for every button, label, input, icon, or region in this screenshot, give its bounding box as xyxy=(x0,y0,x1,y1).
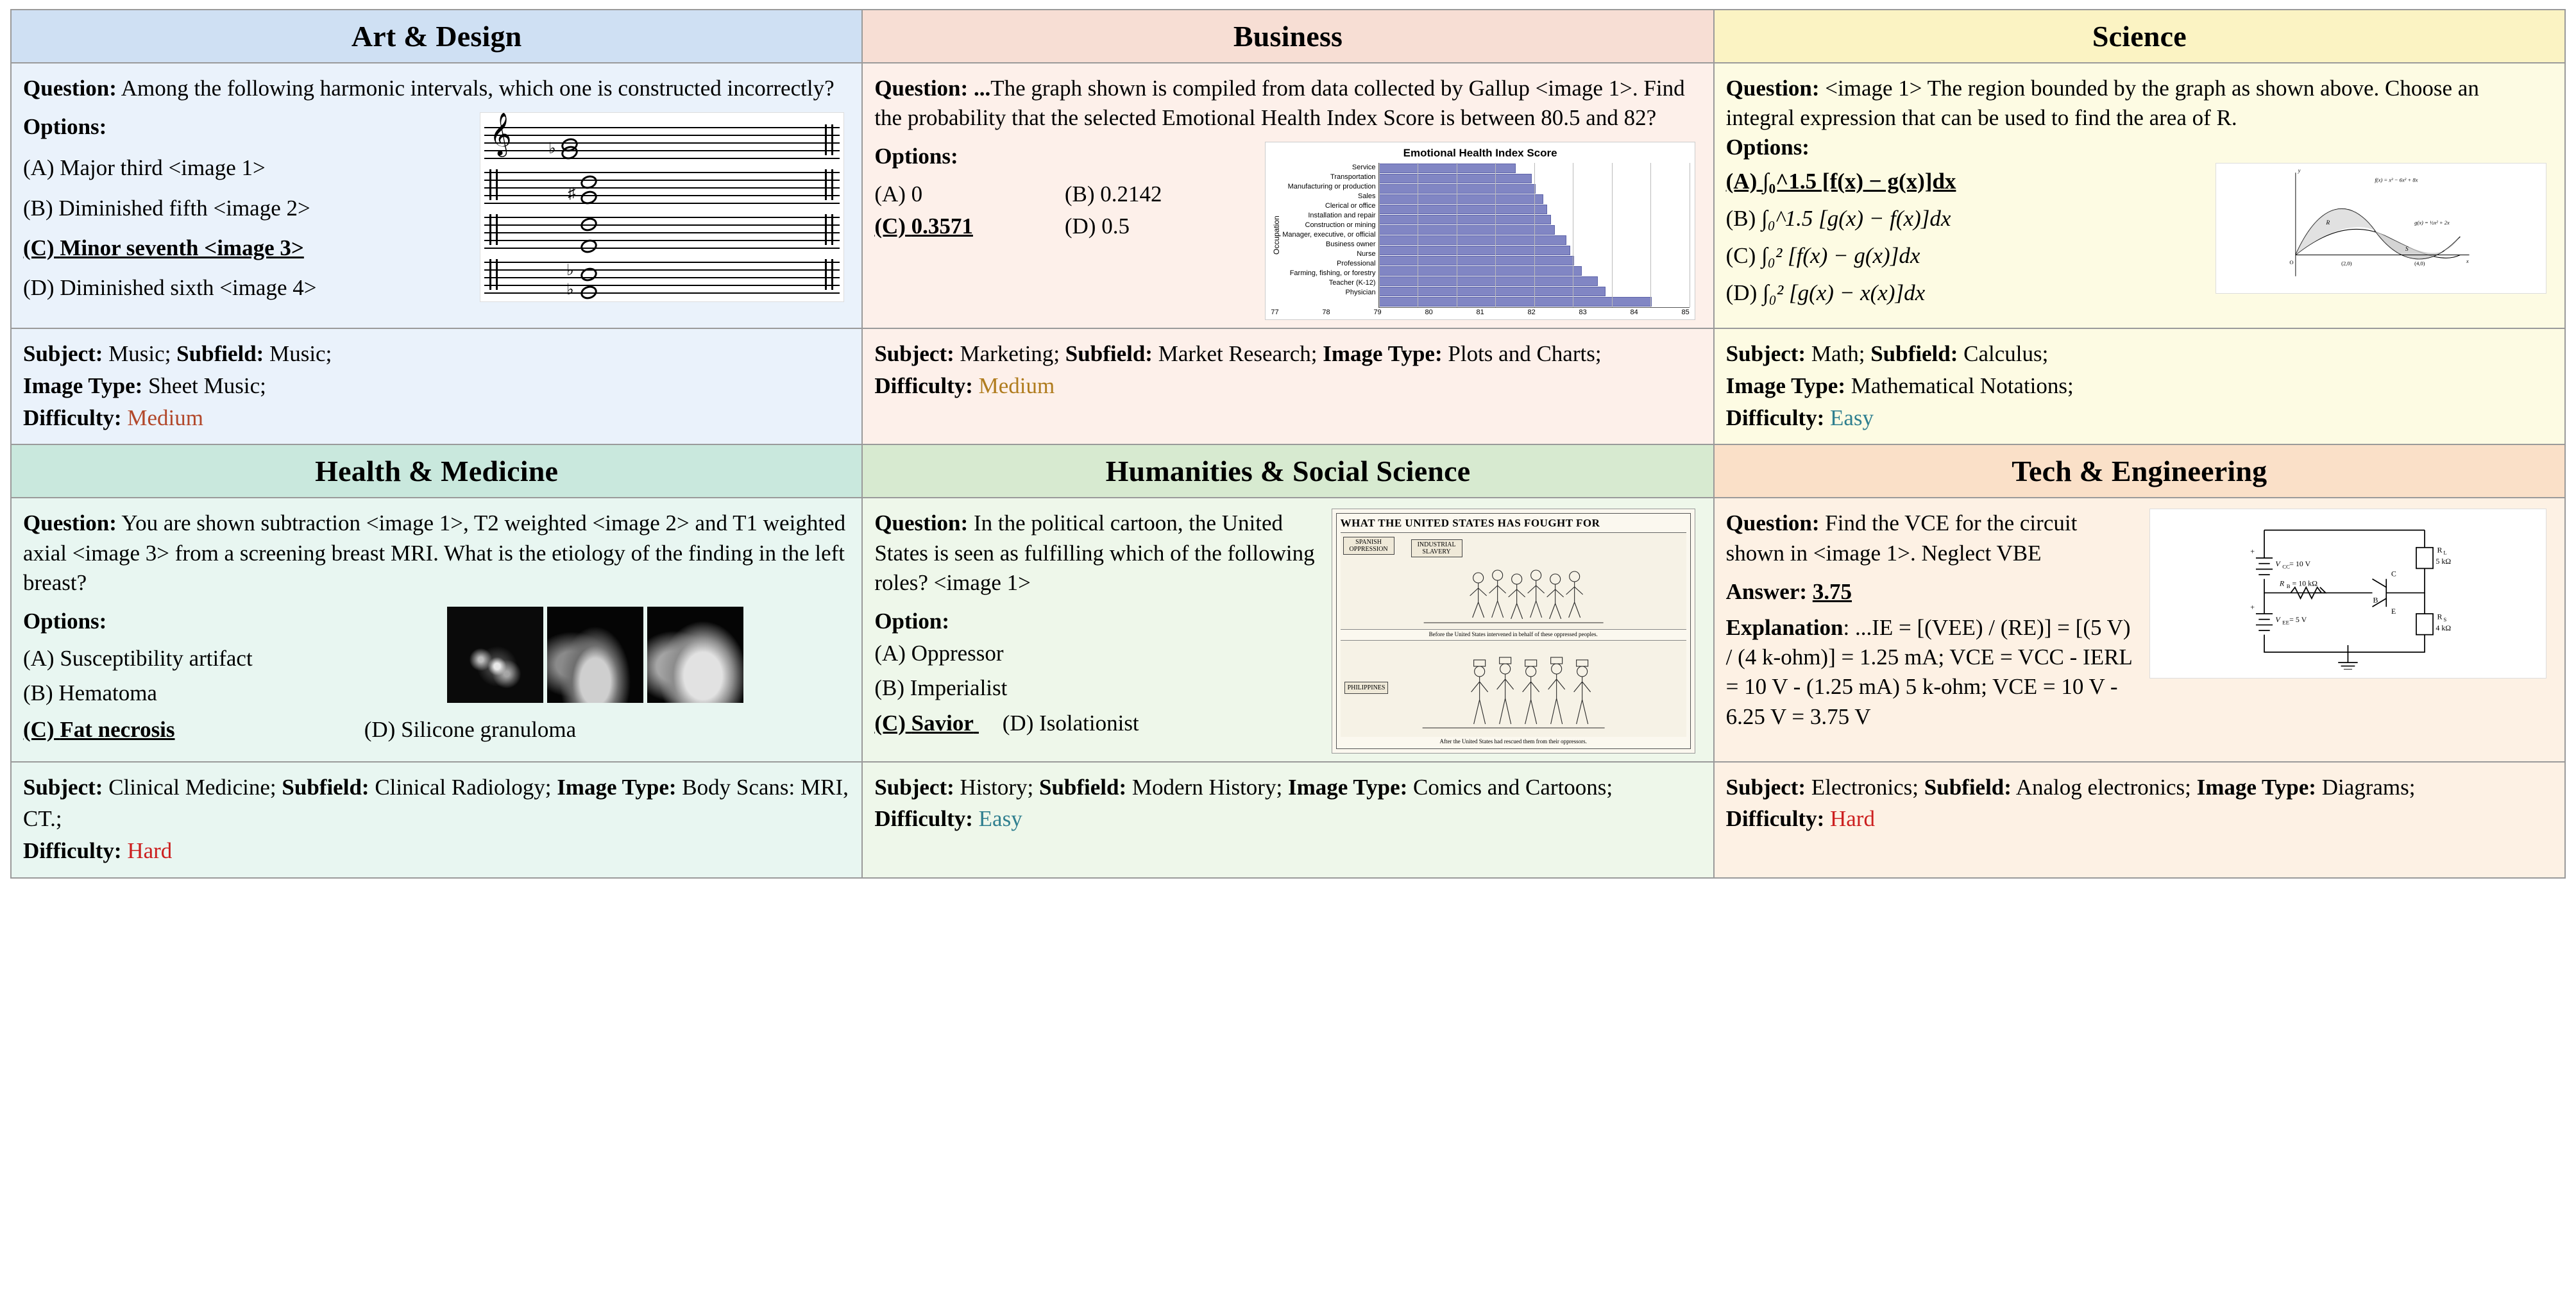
difficulty-label: Difficulty: xyxy=(1725,405,1825,430)
image-type-label: Image Type: xyxy=(557,774,677,800)
calculus-svg xyxy=(2216,164,2546,285)
option-key: (B) xyxy=(1064,181,1095,207)
option-row xyxy=(364,715,851,745)
header-cell-tech-engineering xyxy=(1714,444,2565,498)
chart-bars xyxy=(1378,163,1690,308)
option-key: (B) xyxy=(874,675,904,701)
examples-grid xyxy=(10,9,2566,879)
option-text: Silicone granuloma xyxy=(401,716,577,742)
cartoon-figures-svg-2 xyxy=(1341,641,1686,737)
option-row xyxy=(23,189,470,228)
question-ellipsis: ... xyxy=(973,76,991,101)
sheet-music-image: 𝄞 ♭ ♯ ♭ ♭ xyxy=(480,112,843,302)
difficulty-label: Difficulty: xyxy=(874,373,973,399)
svg-text:V: V xyxy=(2275,559,2281,569)
option-key: (A) xyxy=(1725,168,1758,194)
svg-text:CC: CC xyxy=(2282,563,2291,570)
svg-text:5 kΩ: 5 kΩ xyxy=(2436,557,2452,566)
option-text: Diminished fifth <image 2> xyxy=(58,195,310,221)
image-type-label: Image Type: xyxy=(2196,774,2316,800)
chart-bar xyxy=(1379,246,1571,255)
mri-images xyxy=(447,607,844,703)
subfield-label: Subfield: xyxy=(1065,341,1153,367)
question-block xyxy=(874,509,1321,598)
svg-text:L: L xyxy=(2443,550,2447,557)
option-text: 0.5 xyxy=(1101,213,1130,239)
chart-ylabel: Occupation xyxy=(1272,215,1282,255)
option-key: (A) xyxy=(874,181,906,207)
option-text: Diminished sixth <image 4> xyxy=(60,274,317,300)
subfield-value: Market Research xyxy=(1158,341,1311,367)
chart-category-label: Clerical or office xyxy=(1325,201,1376,210)
options-label: Option: xyxy=(874,608,950,634)
option-key: (D) xyxy=(1064,213,1096,239)
question-text: Among the following harmonic intervals, which one is constructed incorrectly? xyxy=(121,76,835,101)
difficulty-value: Easy xyxy=(1829,405,1874,430)
subject-label: Subject: xyxy=(23,774,103,800)
option-text: ∫₀^1.5 [f(x) − g(x)]dx xyxy=(1763,168,1956,194)
cartoon-label-0: SPANISH OPPRESSION xyxy=(1343,537,1394,555)
svg-text:S: S xyxy=(2443,616,2447,623)
option-key: (D) xyxy=(23,274,55,300)
chart-bar xyxy=(1379,184,1536,194)
subfield-value: Analog electronics xyxy=(2015,774,2185,800)
mri-image-t1 xyxy=(647,607,743,703)
question-label: Question: xyxy=(23,510,117,536)
question-label: Question: xyxy=(1725,76,1820,101)
option-key: (A) xyxy=(23,155,55,181)
question-block xyxy=(23,74,850,103)
image-type-value: Body Scans: MRI, CT.; xyxy=(23,774,849,832)
option-row-correct xyxy=(874,711,979,736)
meta-cell-humanities: Subject: History; Subfield: Modern History; Image Type: Comics and Cartoons; Difficulty: Easy xyxy=(862,762,1713,878)
body-cell-humanities xyxy=(862,498,1713,761)
card-title: Business xyxy=(1233,20,1343,53)
image-type-value: Diagrams xyxy=(2321,774,2409,800)
image-type-label: Image Type: xyxy=(1287,774,1408,800)
row-bodies-1 xyxy=(11,63,2565,328)
mri-image-subtraction xyxy=(447,607,543,703)
option-text: Hematoma xyxy=(58,680,157,706)
chart-gridline xyxy=(1495,163,1496,307)
option-row xyxy=(1065,178,1255,210)
question-label: Question: xyxy=(874,76,969,101)
options-label: Options: xyxy=(23,114,107,140)
row-headers-1 xyxy=(11,10,2565,63)
svg-text:EE: EE xyxy=(2282,619,2290,626)
option-row-correct xyxy=(1726,163,2206,200)
chart-bar xyxy=(1379,297,1652,307)
options-label: Options: xyxy=(874,144,958,169)
options-label: Options: xyxy=(23,608,107,634)
difficulty-label: Difficulty: xyxy=(1725,806,1825,832)
meta-cell-art-design: Subject: Music; Subfield: Music; Image Type: Sheet Music; Difficulty: Medium xyxy=(11,328,862,444)
chart-x-axis xyxy=(1271,308,1689,317)
svg-text:= 10 kΩ: = 10 kΩ xyxy=(2292,578,2318,588)
option-key: (C) xyxy=(874,710,906,736)
svg-text:O: O xyxy=(2289,258,2294,266)
image-type-value: Mathematical Notations xyxy=(1851,373,2068,399)
circuit-diagram-image xyxy=(2149,509,2546,678)
option-text: ∫₀² [f(x) − g(x)]dx xyxy=(1761,242,1920,268)
difficulty-value: Hard xyxy=(127,838,173,863)
subfield-label: Subfield: xyxy=(1924,774,2012,800)
option-text: Minor seventh <image 3> xyxy=(60,235,304,260)
chart-x-tick: 84 xyxy=(1630,308,1638,316)
chart-category-label: Transportation xyxy=(1330,173,1376,181)
meta-cell-health-medicine: Subject: Clinical Medicine; Subfield: Clinical Radiology; Image Type: Body Scans: MRI, CT.; Difficulty: Hard xyxy=(11,762,862,878)
question-text: <image 1> The region bounded by the graph as shown above. Choose an integral expression that can be used to find the area of R. xyxy=(1725,76,2479,131)
option-text: ∫₀^1.5 [g(x) − f(x)]dx xyxy=(1761,205,1951,231)
body-cell-business xyxy=(862,63,1713,328)
svg-text:C: C xyxy=(2391,569,2397,578)
answer-label: Answer: xyxy=(1725,578,1808,604)
chart-category-label: Construction or mining xyxy=(1305,221,1376,229)
option-text: Savior xyxy=(911,710,974,736)
chart-bar xyxy=(1379,266,1582,276)
option-text: 0.2142 xyxy=(1100,181,1162,207)
difficulty-value: Medium xyxy=(127,405,203,430)
svg-text:V: V xyxy=(2275,615,2281,625)
option-text: Major third <image 1> xyxy=(60,155,266,181)
svg-text:f(x) = x³ − 6x² + 8x: f(x) = x³ − 6x² + 8x xyxy=(2375,176,2418,183)
cartoon-label-2: PHILIPPINES xyxy=(1344,682,1389,694)
difficulty-label: Difficulty: xyxy=(23,405,122,430)
option-text: Oppressor xyxy=(911,641,1004,666)
subject-value: Electronics xyxy=(1811,774,1913,800)
chart-category-label: Business owner xyxy=(1325,240,1376,248)
chart-category-label: Manager, executive, or official xyxy=(1282,230,1376,239)
chart-bar xyxy=(1379,256,1575,266)
option-key: (C) xyxy=(1725,242,1756,268)
chart-bar xyxy=(1379,194,1543,204)
row-meta-2 xyxy=(11,762,2565,878)
question-text: You are shown subtraction <image 1>, T2 weighted <image 2> and T1 weighted axial <image 3> from a screening breast MRI. What is the etiology of the finding in the left breast? xyxy=(23,510,846,595)
subfield-label: Subfield: xyxy=(1870,341,1958,367)
svg-text:4 kΩ: 4 kΩ xyxy=(2436,623,2452,633)
option-key: (D) xyxy=(1725,280,1758,306)
row-headers-2 xyxy=(11,444,2565,498)
subject-value: History xyxy=(960,774,1028,800)
chart-category-label: Installation and repair xyxy=(1308,211,1376,219)
cartoon-caption-top: WHAT THE UNITED STATES HAS FOUGHT FOR xyxy=(1341,516,1686,532)
option-row xyxy=(1065,210,1255,242)
option-row xyxy=(1726,274,2206,312)
svg-text:y: y xyxy=(2298,166,2301,173)
card-title: Health & Medicine xyxy=(315,455,559,488)
svg-text:R: R xyxy=(2437,545,2443,555)
difficulty-value: Medium xyxy=(978,373,1055,399)
difficulty-value: Hard xyxy=(1829,806,1875,832)
chart-category-label: Teacher (K-12) xyxy=(1328,278,1376,287)
question-label: Question: xyxy=(874,510,969,536)
subfield-label: Subfield: xyxy=(1039,774,1127,800)
chart-gridline xyxy=(1612,163,1613,307)
option-text: 0 xyxy=(911,181,923,207)
option-key: (A) xyxy=(874,641,906,666)
option-row xyxy=(23,641,437,676)
card-title: Tech & Engineering xyxy=(2012,455,2267,488)
header-cell-humanities xyxy=(862,444,1713,498)
subfield-value: Clinical Radiology xyxy=(375,774,545,800)
chart-category-label: Professional xyxy=(1337,259,1376,267)
subfield-value: Music xyxy=(269,341,326,367)
question-block xyxy=(1726,509,2140,568)
cartoon-caption-bottom: After the United States had rescued them from their oppressors. xyxy=(1439,738,1587,745)
header-cell-science xyxy=(1714,10,2565,63)
chart-x-tick: 78 xyxy=(1322,308,1330,316)
option-key: (B) xyxy=(23,195,53,221)
option-row-correct xyxy=(23,715,354,745)
svg-text:+: + xyxy=(2250,546,2255,556)
option-text: Fat necrosis xyxy=(60,716,175,742)
option-text: 0.3571 xyxy=(911,213,973,239)
image-type-label: Image Type: xyxy=(1725,373,1845,399)
svg-text:R: R xyxy=(2437,612,2443,622)
question-text: In the political cartoon, the United States is seen as fulfilling which of the following roles? <image 1> xyxy=(874,510,1315,595)
question-block xyxy=(874,74,1701,133)
body-cell-health-medicine xyxy=(11,498,862,761)
option-key: (C) xyxy=(23,716,55,742)
chart-bar xyxy=(1379,215,1551,224)
difficulty-label: Difficulty: xyxy=(874,806,973,832)
option-key: (D) xyxy=(1002,710,1034,736)
chart-x-tick: 79 xyxy=(1373,308,1382,316)
image-type-value: Plots and Charts xyxy=(1448,341,1595,367)
option-key: (B) xyxy=(23,680,53,706)
svg-text:g(x) = ½x² + 2x: g(x) = ½x² + 2x xyxy=(2414,219,2450,226)
option-row xyxy=(874,178,1065,210)
option-row xyxy=(1003,711,1139,736)
svg-text:R: R xyxy=(2326,219,2330,226)
subject-value: Clinical Medicine xyxy=(108,774,270,800)
svg-text:B: B xyxy=(2373,596,2378,605)
header-cell-business xyxy=(862,10,1713,63)
header-cell-art-design xyxy=(11,10,862,63)
subfield-label: Subfield: xyxy=(176,341,264,367)
mri-image-t2 xyxy=(547,607,643,703)
chart-gridline xyxy=(1534,163,1535,307)
option-row xyxy=(23,268,470,308)
option-key: (C) xyxy=(23,235,55,260)
chart-title: Emotional Health Index Score xyxy=(1403,147,1557,160)
chart-category-label: Service xyxy=(1352,163,1376,171)
option-text: Imperialist xyxy=(910,675,1008,701)
chart-bar xyxy=(1379,287,1606,296)
question-label: Question: xyxy=(23,76,117,101)
option-row xyxy=(874,671,1321,705)
svg-text:= 10 V: = 10 V xyxy=(2289,559,2311,569)
cartoon-label-1: INDUSTRIAL SLAVERY xyxy=(1411,539,1462,557)
political-cartoon-image xyxy=(1332,509,1695,753)
cartoon-caption-mid: Before the United States intervened in behalf of these oppressed peoples. xyxy=(1341,629,1686,641)
subject-value: Marketing xyxy=(960,341,1054,367)
calculus-graph-image xyxy=(2216,163,2546,294)
bar-chart-image xyxy=(1265,142,1695,320)
body-cell-art-design xyxy=(11,63,862,328)
svg-text:B: B xyxy=(2287,583,2291,590)
row-bodies-2 xyxy=(11,498,2565,761)
chart-category-label: Nurse xyxy=(1357,249,1376,258)
option-row xyxy=(1726,200,2206,237)
subject-label: Subject: xyxy=(874,774,954,800)
subject-label: Subject: xyxy=(1725,341,1806,367)
option-key: (D) xyxy=(364,716,396,742)
subject-label: Subject: xyxy=(1725,774,1806,800)
option-row xyxy=(23,676,437,711)
chart-gridline xyxy=(1650,163,1651,307)
option-key: (A) xyxy=(23,646,55,671)
image-type-label: Image Type: xyxy=(23,373,143,399)
svg-text:S: S xyxy=(2405,246,2409,253)
subject-label: Subject: xyxy=(874,341,954,367)
chart-x-tick: 80 xyxy=(1425,308,1433,316)
circuit-svg xyxy=(2150,509,2546,670)
svg-text:(4,0): (4,0) xyxy=(2414,260,2425,267)
option-text: Isolationist xyxy=(1039,710,1139,736)
option-row xyxy=(23,148,470,188)
option-row-correct xyxy=(874,210,1065,242)
svg-text:R: R xyxy=(2280,578,2285,588)
answer-block xyxy=(1726,577,2140,607)
chart-bar xyxy=(1379,276,1598,286)
chart-category-labels xyxy=(1282,163,1378,308)
difficulty-label: Difficulty: xyxy=(23,838,122,863)
subfield-value: Calculus xyxy=(1963,341,2042,367)
subfield-value: Modern History xyxy=(1131,774,1276,800)
option-text: ∫₀² [g(x) − x(x)]dx xyxy=(1763,280,1926,306)
subfield-label: Subfield: xyxy=(282,774,369,800)
chart-bar xyxy=(1379,235,1567,245)
option-row xyxy=(874,636,1321,671)
svg-text:x: x xyxy=(2466,257,2470,264)
chart-category-label: Manufacturing or production xyxy=(1287,182,1376,190)
chart-x-tick: 82 xyxy=(1527,308,1536,316)
question-label: Question: xyxy=(1725,510,1820,536)
chart-gridline xyxy=(1379,163,1380,307)
subject-value: Math xyxy=(1811,341,1859,367)
chart-category-label: Farming, fishing, or forestry xyxy=(1289,269,1376,277)
chart-category-label: Physician xyxy=(1345,288,1376,296)
body-cell-science xyxy=(1714,63,2565,328)
chart-bar xyxy=(1379,225,1555,235)
chart-x-tick: 83 xyxy=(1579,308,1587,316)
chart-category-label: Sales xyxy=(1358,192,1376,200)
answer-value: 3.75 xyxy=(1812,578,1852,604)
chart-x-tick: 85 xyxy=(1681,308,1690,316)
meta-cell-business: Subject: Marketing; Subfield: Market Research; Image Type: Plots and Charts; Difficulty: Medium xyxy=(862,328,1713,444)
subject-value: Music xyxy=(108,341,165,367)
option-text: Susceptibility artifact xyxy=(60,646,253,671)
card-title: Art & Design xyxy=(351,20,522,53)
body-cell-tech-engineering xyxy=(1714,498,2565,761)
option-key: (C) xyxy=(874,213,906,239)
question-text: Find the VCE for the circuit shown in <image 1>. Neglect VBE xyxy=(1725,510,2078,566)
svg-text:(2,0): (2,0) xyxy=(2341,260,2352,267)
card-title: Humanities & Social Science xyxy=(1105,455,1471,488)
svg-text:E: E xyxy=(2391,607,2396,616)
card-title: Science xyxy=(2092,20,2187,53)
row-meta-1 xyxy=(11,328,2565,444)
options-label: Options: xyxy=(1725,135,1809,160)
svg-text:= 5 V: = 5 V xyxy=(2289,615,2307,625)
chart-bar xyxy=(1379,205,1547,214)
option-row xyxy=(1726,237,2206,274)
explanation-text: : ...IE = [(VEE) / (RE)] = [(5 V) / (4 k-ohm)] = 1.25 mA; VCE = VCC - IERL = 10 V - (1.25 mA) 5 k-ohm; VCE = 10 V - 6.25 V = 3.75 V xyxy=(1725,614,2132,729)
question-text: The graph shown is compiled from data collected by Gallup <image 1>. Find the probability that the selected Emotional Health Index Score is between 80.5 and 82? xyxy=(874,76,1685,131)
chart-bar xyxy=(1379,174,1532,183)
question-block xyxy=(1726,74,2553,133)
option-key: (B) xyxy=(1725,205,1756,231)
explanation-block xyxy=(1726,613,2140,732)
svg-text:+: + xyxy=(2250,602,2255,612)
question-block xyxy=(23,509,850,598)
option-row-correct xyxy=(23,228,470,268)
chart-x-tick: 81 xyxy=(1476,308,1484,316)
difficulty-value: Easy xyxy=(978,806,1022,832)
image-type-value: Comics and Cartoons xyxy=(1413,774,1607,800)
meta-cell-tech-engineering: Subject: Electronics; Subfield: Analog electronics; Image Type: Diagrams; Difficulty: Hard xyxy=(1714,762,2565,878)
meta-cell-science: Subject: Math; Subfield: Calculus; Image Type: Mathematical Notations; Difficulty: Easy xyxy=(1714,328,2565,444)
image-type-value: Sheet Music xyxy=(148,373,260,399)
image-type-label: Image Type: xyxy=(1323,341,1443,367)
subject-label: Subject: xyxy=(23,341,103,367)
chart-x-tick: 77 xyxy=(1271,308,1279,316)
header-cell-health-medicine xyxy=(11,444,862,498)
explanation-label: Explanation xyxy=(1725,614,1843,640)
